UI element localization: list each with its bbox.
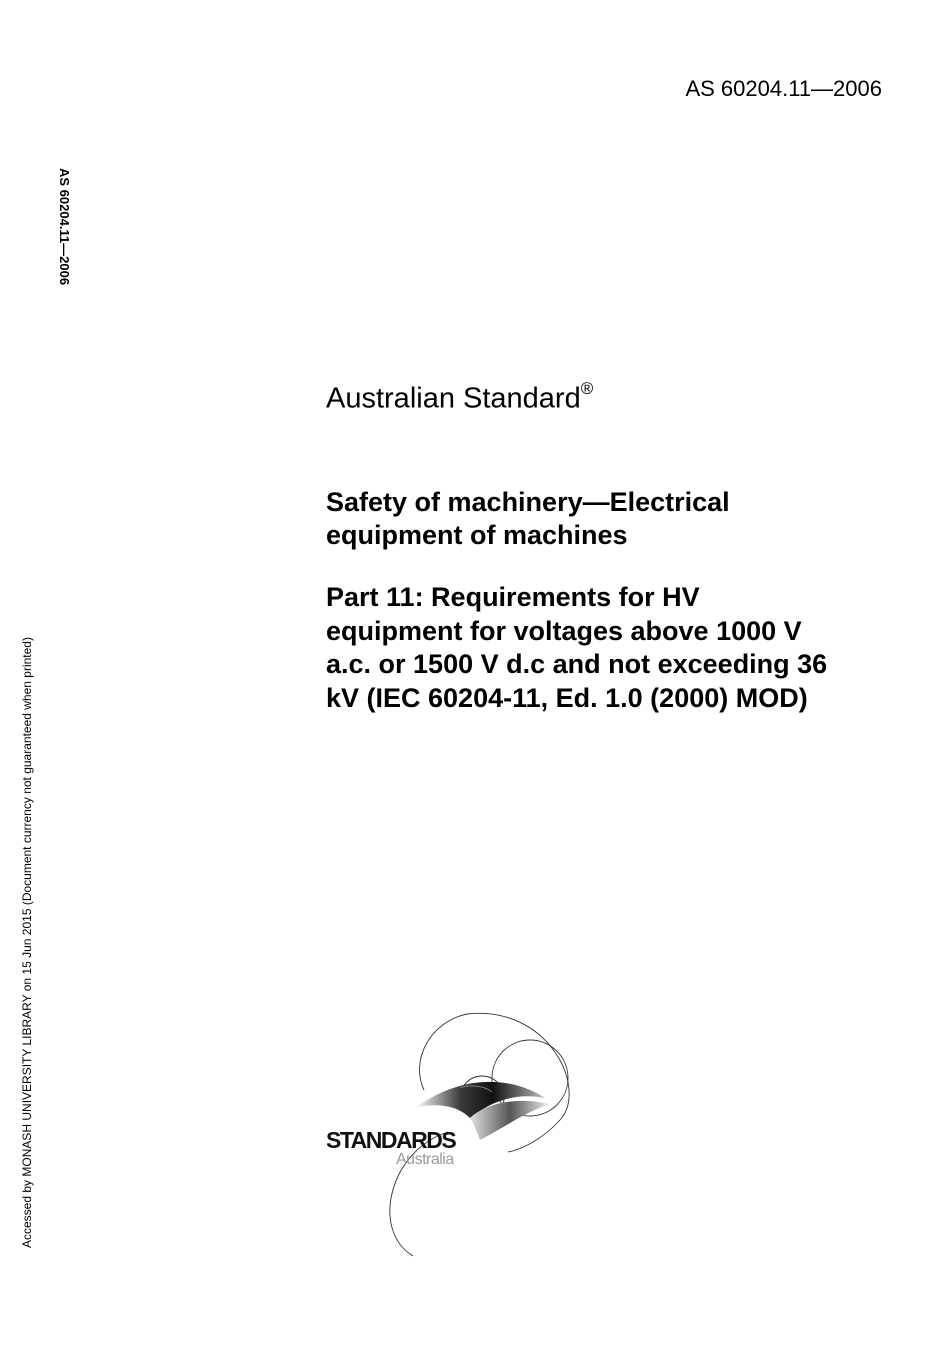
main-title bbox=[326, 486, 886, 552]
registered-mark: ® bbox=[580, 379, 594, 398]
standards-australia-logo bbox=[320, 1000, 590, 1270]
standard-type-heading bbox=[326, 379, 594, 416]
standard-type-text: Australian Standard bbox=[326, 382, 581, 415]
spine-label: AS 60204.11—2006 bbox=[57, 168, 72, 286]
part-title-line: equipment for voltages above 1000 V bbox=[326, 615, 802, 646]
access-notice: Accessed by MONASH UNIVERSITY LIBRARY on 15 Jun 2015 (Document currency not guaranteed when printed) bbox=[20, 637, 34, 1248]
part-title-line: a.c. or 1500 V d.c and not exceeding 36 bbox=[326, 649, 828, 679]
document-designation: AS 60204.11—2006 bbox=[685, 76, 882, 101]
part-title-line: kV (IEC 60204-11, Ed. 1.0 (2000) MOD) bbox=[326, 682, 808, 713]
logo-subtext: Australia bbox=[396, 1151, 454, 1168]
logo-wordmark: STANDARDS bbox=[326, 1127, 456, 1153]
main-title-line: equipment of machines bbox=[326, 520, 628, 550]
part-title-line: Part 11: Requirements for HV bbox=[326, 582, 700, 612]
main-title-line: Safety of machinery—Electrical bbox=[326, 487, 730, 517]
part-title bbox=[326, 581, 886, 715]
